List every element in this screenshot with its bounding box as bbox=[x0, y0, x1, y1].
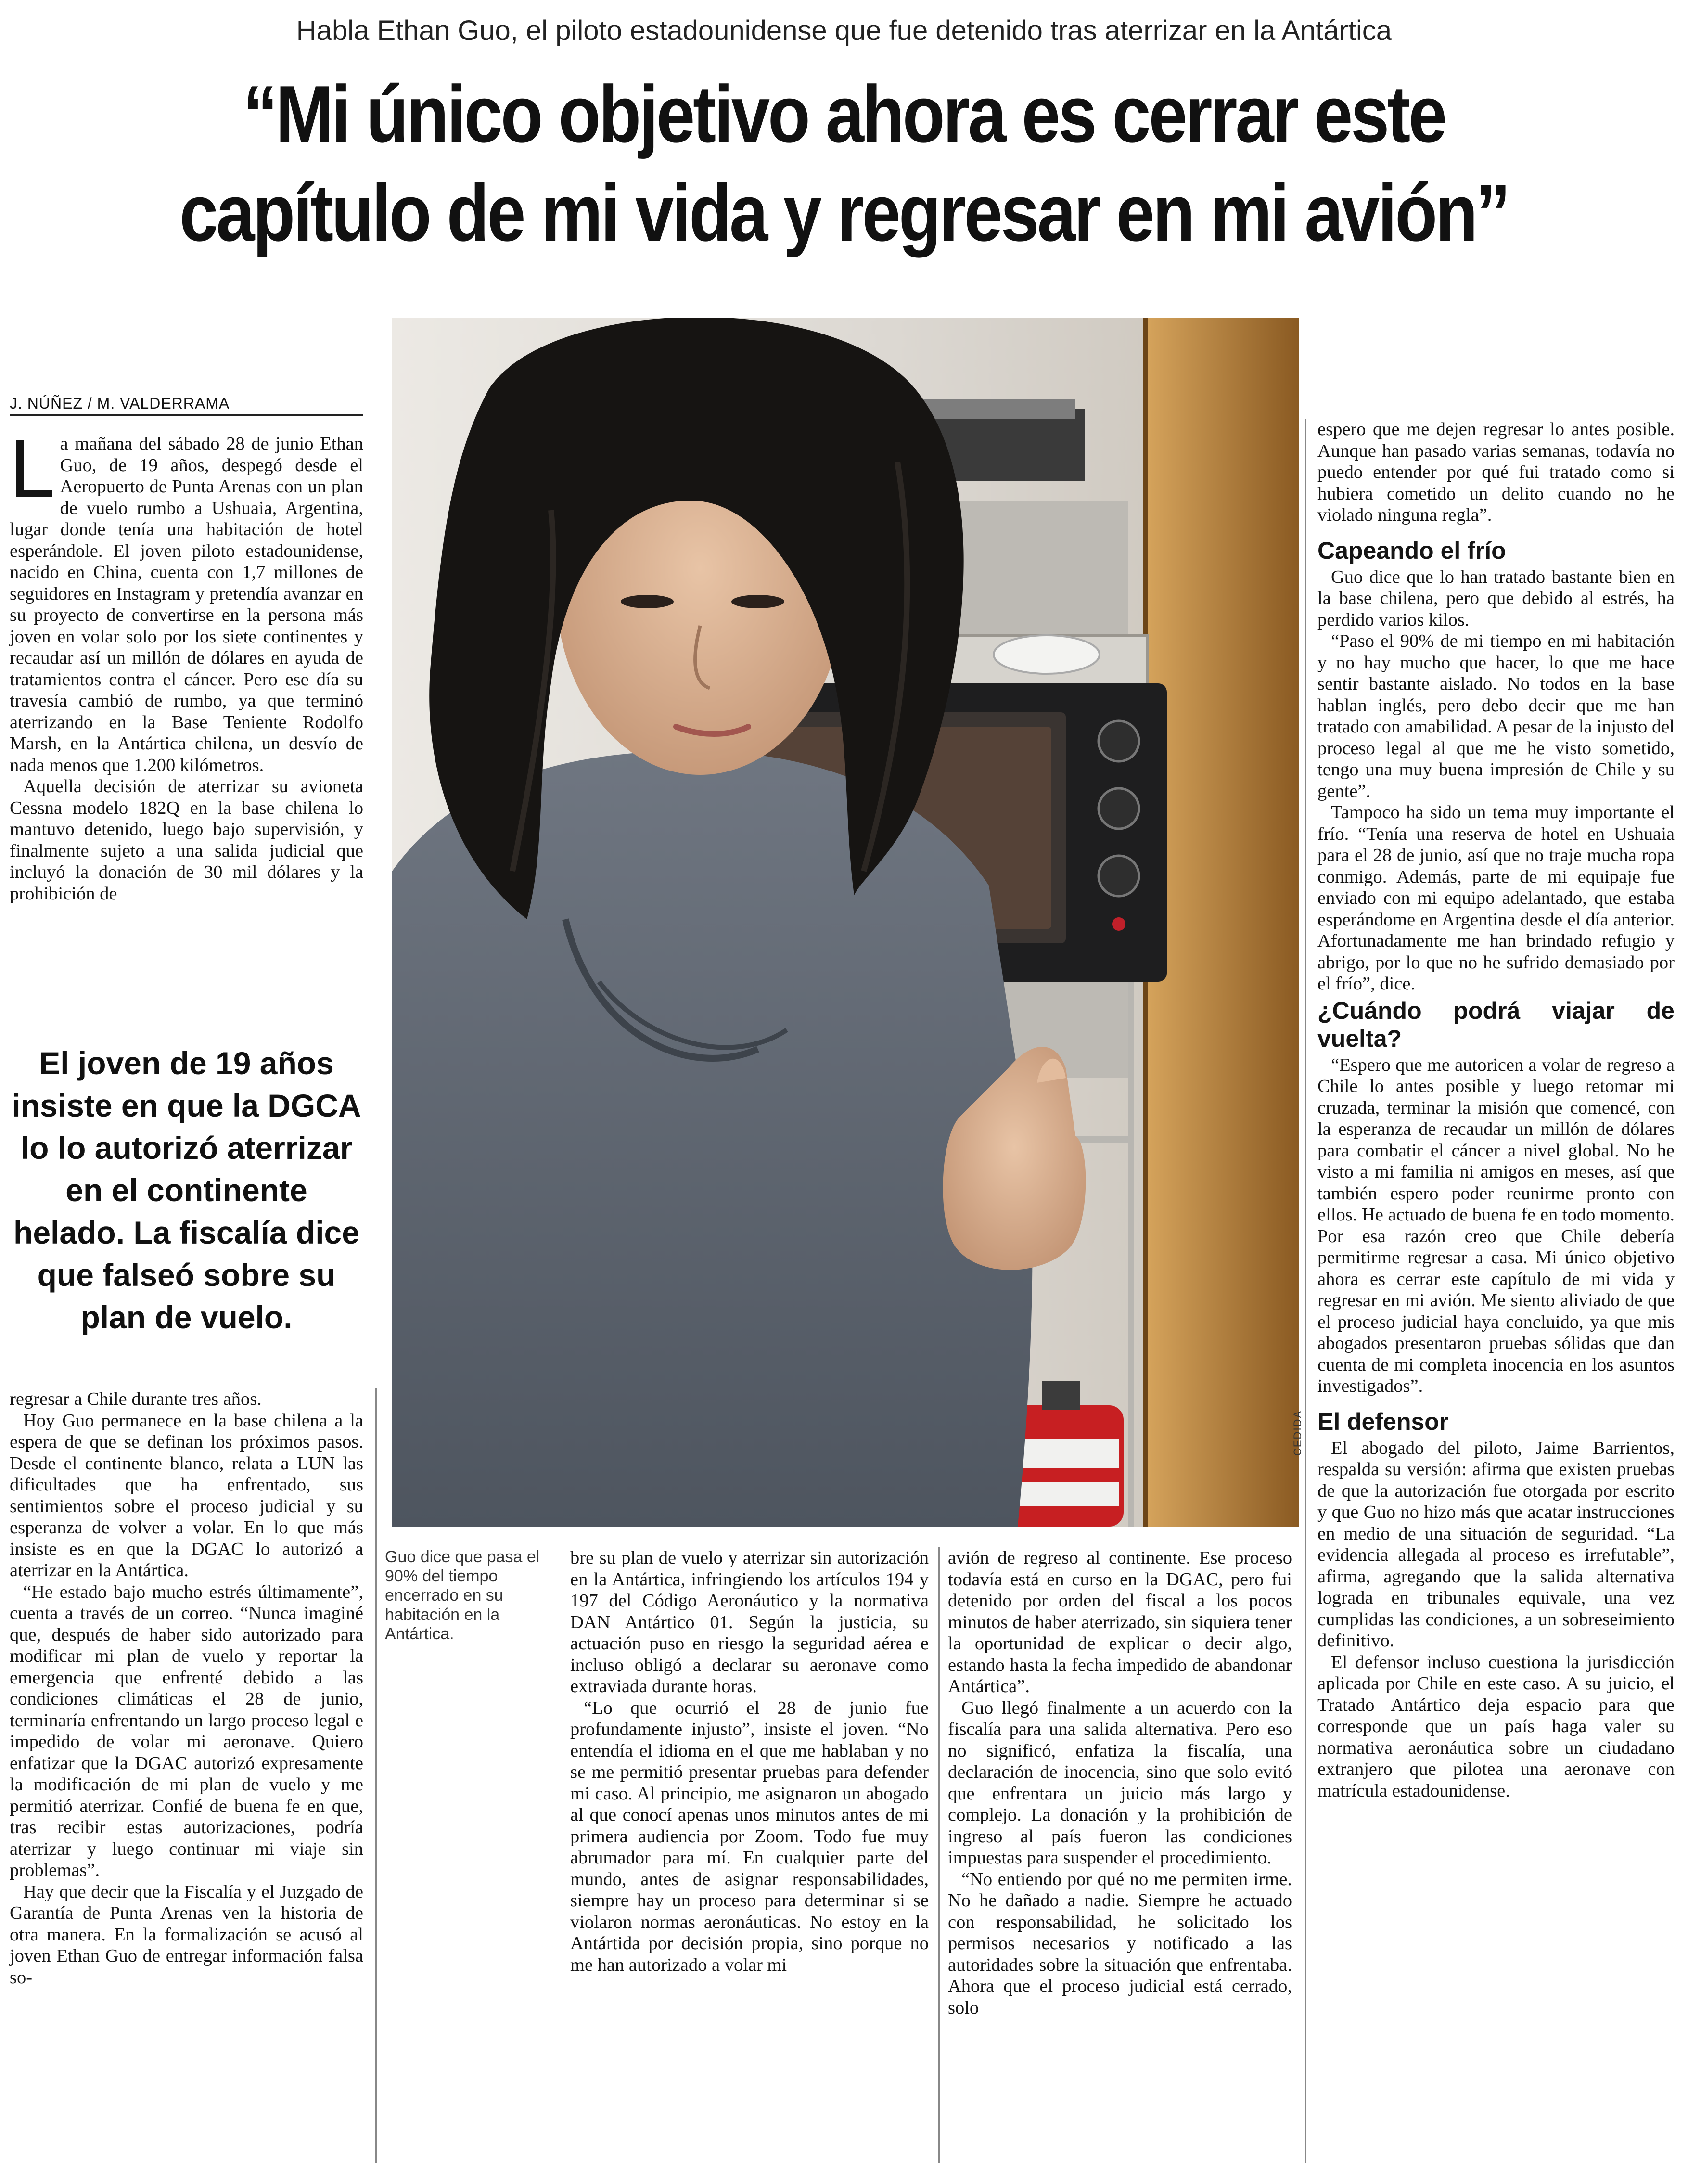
kicker: Habla Ethan Guo, el piloto estadounidense que fue detenido tras aterrizar en la Antártica bbox=[296, 15, 1392, 46]
subheading-cuando-podra-viajar: ¿Cuándo podrá viajar de vuelta? bbox=[1317, 997, 1675, 1052]
column-divider bbox=[938, 1547, 940, 2163]
column-2 bbox=[570, 1547, 929, 1976]
paragraph: La mañana del sábado 28 de junio Ethan Guo, de 19 años, despegó desde el Aeropuerto de Punta Arenas con un plan de vuelo rumbo a Ushuaia, Argentina, lugar donde tenía una habitación de hotel esperándole. El joven piloto estadounidense, nacido en China, cuenta con 1,7 millones de seguidores en Instagram y pretendía avanzar en su proyecto de convertirse en la persona más joven en volar solo por los siete continentes y recaudar así un millón de dólares en ayuda de tratamientos contra el cáncer. Pero ese día su travesía cambió de rumbo, ya que terminó aterrizando en la Base Teniente Rodolfo Marsh, en la Antártica chilena, un desvío de nada menos que 1.200 kilómetros. bbox=[10, 423, 363, 775]
byline: J. NÚÑEZ / M. VALDERRAMA bbox=[10, 395, 363, 416]
photo-illustration bbox=[392, 318, 1299, 1527]
paragraph: “No entiendo por qué no me permiten irme. No he dañado a nadie. Siempre he actuado con responsabilidad, he solicitado los permisos necesarios y notificado a las autoridades sobre la situación que enfrentaba. Ahora que el proceso judicial está cerrado, solo bbox=[948, 1869, 1292, 2018]
drop-cap: L bbox=[10, 423, 55, 514]
column-1-top bbox=[10, 423, 363, 904]
paragraph: espero que me dejen regresar lo antes posible. Aunque han pasado varias semanas, todavía no puedo entender por qué fui tratado como si hubiera cometido un delito cuando no he violado ninguna regla”. bbox=[1317, 419, 1675, 525]
paragraph: regresar a Chile durante tres años. bbox=[10, 1389, 262, 1409]
column-4 bbox=[1317, 419, 1675, 1801]
paragraph: “Paso el 90% de mi tiempo en mi habitación y no hay mucho que hacer, lo que me hace sentir bastante aislado. No todos en la base hablan inglés, pero debo decir que me han tratado con amabilidad. A pesar de la injusto del proceso legal al que me he visto sometido, tengo una muy buena impresión de Chile y su gente”. bbox=[1317, 631, 1675, 801]
column-divider bbox=[375, 1388, 377, 2163]
paragraph: Guo dice que lo han tratado bastante bien en la base chilena, pero que debido al estrés, ha perdido varios kilos. bbox=[1317, 566, 1675, 630]
headline: “Mi único objetivo ahora es cerrar este capítulo de mi vida y regresar en mi avión” bbox=[179, 69, 1509, 258]
column-1-bottom bbox=[10, 1388, 363, 1988]
paragraph: Guo llegó finalmente a un acuerdo con la fiscalía para una salida alternativa. Pero eso no significó, enfatiza la fiscalía, una declaración de inocencia, sino que solo evitó que enfrentara un juicio más largo y complejo. La donación y la prohibición de ingreso al país fueron las condiciones impuestas para suspender el procedimiento. bbox=[948, 1697, 1292, 1868]
paragraph: Hoy Guo permanece en la base chilena a la espera de que se definan los próximos pasos. Desde el continente blanco, relata a LUN las dificultades que ha enfrentado, sus sentimientos sobre el proceso judicial y su esperanza de volver a volar. En lo que más insiste es en que la DGAC lo autorizó a aterrizar en la Antártica. bbox=[10, 1410, 363, 1580]
paragraph: avión de regreso al continente. Ese proceso todavía está en curso en la DGAC, pero fui detenido por orden del fiscal a los pocos minutos de haber aterrizado, sin siquiera tener la oportunidad de explicar o decir algo, estando hasta la fecha impedido de abandonar Antártica”. bbox=[948, 1548, 1292, 1696]
photo-credit: CEDIDA bbox=[1292, 1410, 1304, 1456]
paragraph: “Espero que me autoricen a volar de regreso a Chile lo antes posible y luego retomar mi cruzada, terminar la misión que comencé, con la esperanza de recaudar un millón de dólares para combatir el cáncer a nivel global. No he visto a mi familia ni amigos en meses, así que también espero poder reunirme pronto con ellos. He actuado de buena fe en todo momento. Por esa razón creo que Chile debería permitirme regresar a casa. Mi único objetivo ahora es cerrar este capítulo de mi vida y regresar en mi avión. Me siento aliviado de que el proceso judicial haya concluido, ya que mis abogados presentaron pruebas sólidas que dan cuenta de mi completa inocencia en los asuntos investigados”. bbox=[1317, 1054, 1675, 1396]
paragraph: bre su plan de vuelo y aterrizar sin autorización en la Antártica, infringiendo los artículos 194 y 197 del Código Aeronáutico y la normativa DAN Antártico 01. Según la justicia, su actuación puso en riesgo la seguridad aérea e incluso obligó a declarar su aeronave como extraviada durante horas. bbox=[570, 1548, 929, 1696]
paragraph: Hay que decir que la Fiscalía y el Juzgado de Garantía de Punta Arenas ven la historia de otra manera. En la formalización se acusó al joven Ethan Guo de entregar información falsa so- bbox=[10, 1881, 363, 1988]
paragraph: El abogado del piloto, Jaime Barrientos, respalda su versión: afirma que existen pruebas de que la autorización fue otorgada por escrito y que Guo no hizo más que acatar instrucciones en medio de una situación de seguridad. “La evidencia allegada al proceso es irrefutable”, afirma, agregando que la salida alternativa lograda en tribunales equivale, una vez cumplidas las condiciones, a un sobreseimiento definitivo. bbox=[1317, 1438, 1675, 1651]
subheading-el-defensor: El defensor bbox=[1317, 1408, 1449, 1435]
paragraph: El defensor incluso cuestiona la jurisdicción aplicada por Chile en este caso. A su juicio, el Tratado Antártico deja espacio para que corresponde que un país haga valer su normativa aeronáutica sobre un ciudadano extranjero que pilotea una aeronave con matrícula estadounidense. bbox=[1317, 1652, 1675, 1801]
column-3 bbox=[948, 1547, 1292, 2018]
photo-pilot-selfie bbox=[392, 318, 1299, 1527]
paragraph: “Lo que ocurrió el 28 de junio fue profundamente injusto”, insiste el joven. “No entendía el idioma en el que me hablaban y no se me permitió presentar pruebas para defender mi caso. Al principio, me asignaron un abogado al que conocí apenas unos minutos antes de mi primera audiencia por Zoom. Todo fue muy abrumador para mí. En cualquier parte del mundo, antes de asignar responsabilidades, siempre hay un proceso para determinar si se violaron normas aeronáuticas. No estoy en la Antártida por decisión propia, sino porque no me han autorizado a volar mi bbox=[570, 1697, 929, 1975]
photo-caption: Guo dice que pasa el 90% del tiempo encerrado en su habitación en la Antártica. bbox=[385, 1548, 540, 1643]
column-divider bbox=[1305, 419, 1306, 2163]
paragraph: Aquella decisión de aterrizar su avioneta Cessna modelo 182Q en la base chilena lo mantuvo detenido, luego bajo supervisión, y finalmente sujeto a una salida judicial que incluyó la donación de 30 mil dólares y la prohibición de bbox=[10, 776, 363, 904]
subheading-capeando-el-frio: Capeando el frío bbox=[1317, 537, 1506, 564]
paragraph: Tampoco ha sido un tema muy importante el frío. “Tenía una reserva de hotel en Ushuaia para el 28 de junio, así que no traje mucha ropa conmigo. Además, parte de mi equipaje fue enviado con mi equipo adelantado, que estaba esperándome en Argentina desde el día anterior. Afortunadamente me han brindado refugio y abrigo, por lo que no he sufrido demasiado por el frío”, dice. bbox=[1317, 802, 1675, 994]
paragraph: “He estado bajo mucho estrés últimamente”, cuenta a través de un correo. “Nunca imaginé que, después de haber sido autorizado para modificar mi plan de vuelo y reportar la emergencia que enfrenté debido a las condiciones climáticas el 28 de junio, terminaría enfrentando un largo proceso legal e impedido de volar mi aeronave. Quiero enfatizar que la DGAC autorizó expresamente la modificación de mi plan de vuelo y me permitió aterrizar. Confié de buena fe en que, tras recibir estas autorizaciones, podría aterrizar y luego continuar mi viaje sin problemas”. bbox=[10, 1581, 363, 1880]
pull-quote: El joven de 19 años insiste en que la DGCA lo lo autorizó aterrizar en el continente helado. La fiscalía dice que falseó sobre su plan de vuelo. bbox=[12, 1045, 361, 1335]
